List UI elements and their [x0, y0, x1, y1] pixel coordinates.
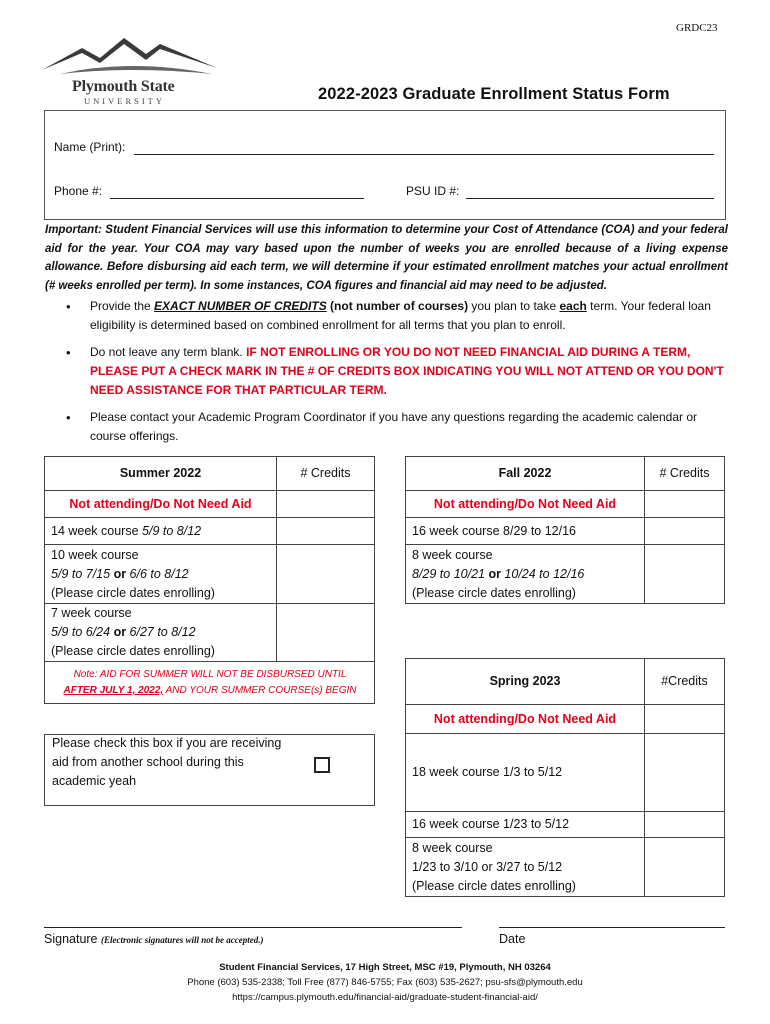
spring-18-week-credits[interactable]	[645, 734, 725, 812]
summer-10-week-credits[interactable]	[277, 545, 375, 604]
psu-id-label: PSU ID #:	[406, 184, 460, 198]
phone-field[interactable]	[110, 198, 364, 199]
footer-contact: Phone (603) 535-2338; Toll Free (877) 846-5755; Fax (603) 535-2627; psu-sfs@plymouth.edu	[187, 977, 583, 988]
summer-14-week-credits[interactable]	[277, 518, 375, 545]
spring-16-week-credits[interactable]	[645, 812, 725, 838]
fall-not-attending-credits[interactable]	[645, 491, 725, 518]
other-school-checkbox[interactable]	[314, 757, 330, 773]
instruction-emphasis: EXACT NUMBER OF CREDITS	[154, 299, 327, 313]
fall-8-week-row: 8 week course 8/29 to 10/21 or 10/24 to 12/16 (Please circle dates enrolling)	[406, 545, 645, 604]
spring-credits-header: #Credits	[645, 659, 725, 705]
instruction-text: Please contact your Academic Program Coordinator if you have any questions regarding the academic calendar or course offerings.	[90, 410, 698, 443]
important-notice: Important: Student Financial Services will use this information to determine your Cost of Attendance (COA) and your federal aid for the year. Your COA may vary based upon the number of weeks you are enrolled because of a living expense allowance. Before disbursing aid each term, we will determine if your estimated enrollment matches your actual enrollment (# weeks enrolled per term). In some instances, COA figures and financial aid may need to be adjusted.	[45, 224, 728, 292]
fall-8-week-credits[interactable]	[645, 545, 725, 604]
other-school-label: Please check this box if you are receiving aid from another school during this academic yeah	[52, 736, 282, 788]
spring-18-week-row: 18 week course 1/3 to 5/12	[406, 734, 645, 812]
summer-disbursement-note: Note: AID FOR SUMMER WILL NOT BE DISBURSED UNTIL AFTER JULY 1, 2022, AND YOUR SUMMER COURSE(s) BEGIN	[63, 669, 357, 696]
fall-16-week-row: 16 week course 8/29 to 12/16	[406, 518, 645, 545]
spring-not-attending-credits[interactable]	[645, 705, 725, 734]
spring-16-week-row: 16 week course 1/23 to 5/12	[406, 812, 645, 838]
fall-not-attending: Not attending/Do Not Need Aid	[406, 491, 645, 518]
fall-term-header: Fall 2022	[406, 457, 645, 491]
instruction-item	[64, 343, 734, 400]
instruction-text: Do not leave any term blank.	[90, 345, 247, 359]
signature-label: Signature (Electronic signatures will not be accepted.)	[44, 932, 264, 946]
instruction-item	[64, 297, 734, 335]
instruction-item	[64, 408, 734, 446]
logo-name: Plymouth State	[72, 78, 175, 95]
spring-8-week-row: 8 week course 1/23 to 3/10 or 3/27 to 5/12 (Please circle dates enrolling)	[406, 838, 645, 897]
date-line[interactable]	[499, 927, 725, 928]
name-field[interactable]	[134, 154, 714, 155]
bullet-icon: •	[66, 345, 71, 360]
summer-not-attending-credits[interactable]	[277, 491, 375, 518]
form-code: GRDC23	[676, 22, 718, 34]
footer	[0, 960, 770, 1005]
summer-credits-header: # Credits	[277, 457, 375, 491]
footer-address: Student Financial Services, 17 High Street, MSC #19, Plymouth, NH 03264	[219, 962, 551, 973]
spring-table	[405, 658, 725, 897]
logo-university: UNIVERSITY	[84, 96, 165, 106]
footer-url: https://campus.plymouth.edu/financial-aid/graduate-student-financial-aid/	[232, 992, 538, 1003]
signature-line[interactable]	[44, 927, 462, 928]
fall-credits-header: # Credits	[645, 457, 725, 491]
instructions-list	[64, 297, 734, 454]
student-info-box	[44, 110, 726, 220]
spring-8-week-credits[interactable]	[645, 838, 725, 897]
spring-not-attending: Not attending/Do Not Need Aid	[406, 705, 645, 734]
instruction-emphasis: each	[559, 299, 587, 313]
instruction-emphasis: (not number of courses)	[326, 299, 469, 313]
fall-16-week-credits[interactable]	[645, 518, 725, 545]
summer-term-header: Summer 2022	[45, 457, 277, 491]
bullet-icon: •	[66, 299, 71, 314]
instruction-text: Provide the	[90, 299, 155, 313]
fall-table	[405, 456, 725, 604]
summer-7-week-credits[interactable]	[277, 604, 375, 662]
summer-14-week-row: 14 week course 5/9 to 8/12	[45, 518, 277, 545]
name-label: Name (Print):	[54, 140, 126, 154]
form-title: 2022-2023 Graduate Enrollment Status Form	[318, 85, 670, 103]
spring-term-header: Spring 2023	[406, 659, 645, 705]
summer-7-week-row: 7 week course 5/9 to 6/24 or 6/27 to 8/12 (Please circle dates enrolling)	[45, 604, 277, 662]
summer-not-attending: Not attending/Do Not Need Aid	[45, 491, 277, 518]
instruction-text: you plan to take	[468, 299, 560, 313]
instruction-warning: IF NOT ENROLLING OR YOU DO NOT NEED FINANCIAL AID DURING A TERM, PLEASE PUT A CHECK MARK IN THE # OF CREDITS BOX INDICATING YOU WILL NOT ATTEND OR YOU DON'T NEED ASSISTANCE FOR THAT PARTICULAR TERM.	[90, 345, 724, 397]
bullet-icon: •	[66, 410, 71, 425]
summer-10-week-row: 10 week course 5/9 to 7/15 or 6/6 to 8/12 (Please circle dates enrolling)	[45, 545, 277, 604]
phone-label: Phone #:	[54, 184, 103, 198]
instruction-text: term. Your federal loan eligibility is determined based on combined enrollment for all terms that you plan to enroll.	[90, 299, 711, 332]
date-label: Date	[499, 932, 526, 946]
psu-id-field[interactable]	[466, 198, 714, 199]
